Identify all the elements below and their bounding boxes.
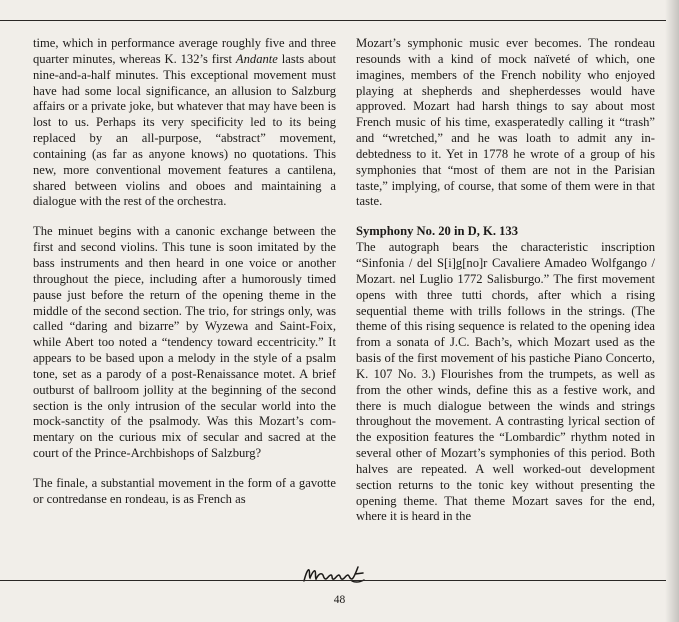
paragraph: The minuet begins with a canonic exchange between the first and second violins. This tune is soon imitated by the bass instruments and then heard in one voice or another throughout the piece, including after a humorously timed pause just before the return of the opening theme in the middle of the second section. The trio, for strings only, was called “daring and bizarre” by Wyzewa and Saint-Foix, while Abert too noted a “tendency toward eccentricity.” It appears to be based upon a melody in the style of a psalm tone, set as a parody of a post-Renaissance motet. A brief outburst of ballroom jollity at the beginning of the second section is the only intrusion of the secular world into the mock-sanctity of the psalmody. Was this Mozart’s commentary on the curious mix of secular and sacred at the court of the Prince-Archbishops of Salzburg? [33,224,336,461]
section-heading: Symphony No. 20 in D, K. 133 [356,224,519,239]
page-number: 48 [333,594,346,606]
left-column [33,36,336,508]
header-rule [0,20,666,21]
paragraph-text: lasts about nine-and-a-half minutes. This exceptional movement must have had some local significance, an allusion to Salzburg affairs or a private joke, but whatever that may have been is lost to us. Perhaps its very specificity led to its being replaced by an all-purpose, “abstract” movement, containing (as far as anyone knows) no quotations. This new, more conventional movement features a cantilena, shared between violins and oboes and maintaining a dialogue with the rest of the orchestra. [33,51,336,209]
paragraph-text: time, which in performance average roughly five and three quarter minutes, whereas K. 132’s first [33,36,336,66]
page-edge-shadow [665,0,679,622]
mozart-signature-logo [300,561,370,589]
italic-title: Andante [235,51,278,66]
paragraph: The finale, a substantial movement in the form of a gavotte or contredanse en rondeau, is as French as [33,475,336,506]
right-column [356,36,655,525]
paragraph: Mozart’s symphonic music ever becomes. The rondeau resounds with a kind of mock naïveté of which, one imagines, members of the French nobility who enjoyed playing at shepherds and shepherdesses would have approved. Mozart had harsh things to say about most French music of his time, exasperatedly calling it “trash” and “wretched,” and he was loath to admit any indebtedness to it. Yet in 1778 he wrote of a group of his symphonies that “most of them are not in the Parisian taste,” implying, of course, that some of them were in that taste. [356,36,655,209]
paragraph: The autograph bears the characteristic inscription “Sinfonia / del S[i]g[no]r Cavaliere Amadeo Wolfgango / Mozart. nel Luglio 1772 Salisburgo.” The first movement opens with three tutti chords, after which a rising sequential theme with trills follows in the strings. (The theme of this rising sequence is related to the opening idea from a sonata of J.C. Bach’s, which Mozart used as the basis of the first movement of his pastiche Piano Concerto, K. 107 No. 3.) Flourishes from the trumpets, as well as from the other winds, define this as a festive work, and there is much dialogue between the winds and strings throughout the movement. A contrasting lyrical section of the exposition features the “Lombardic” rhythm noted in several other of Mozart’s symphonies of this period. Both halves are repeated. A well worked-out development section returns to the tonic key without presenting the opening theme. That theme Mozart saves for the end, where it is heard in the [356,240,655,524]
paragraph [33,36,336,210]
footer-rule [0,580,666,581]
